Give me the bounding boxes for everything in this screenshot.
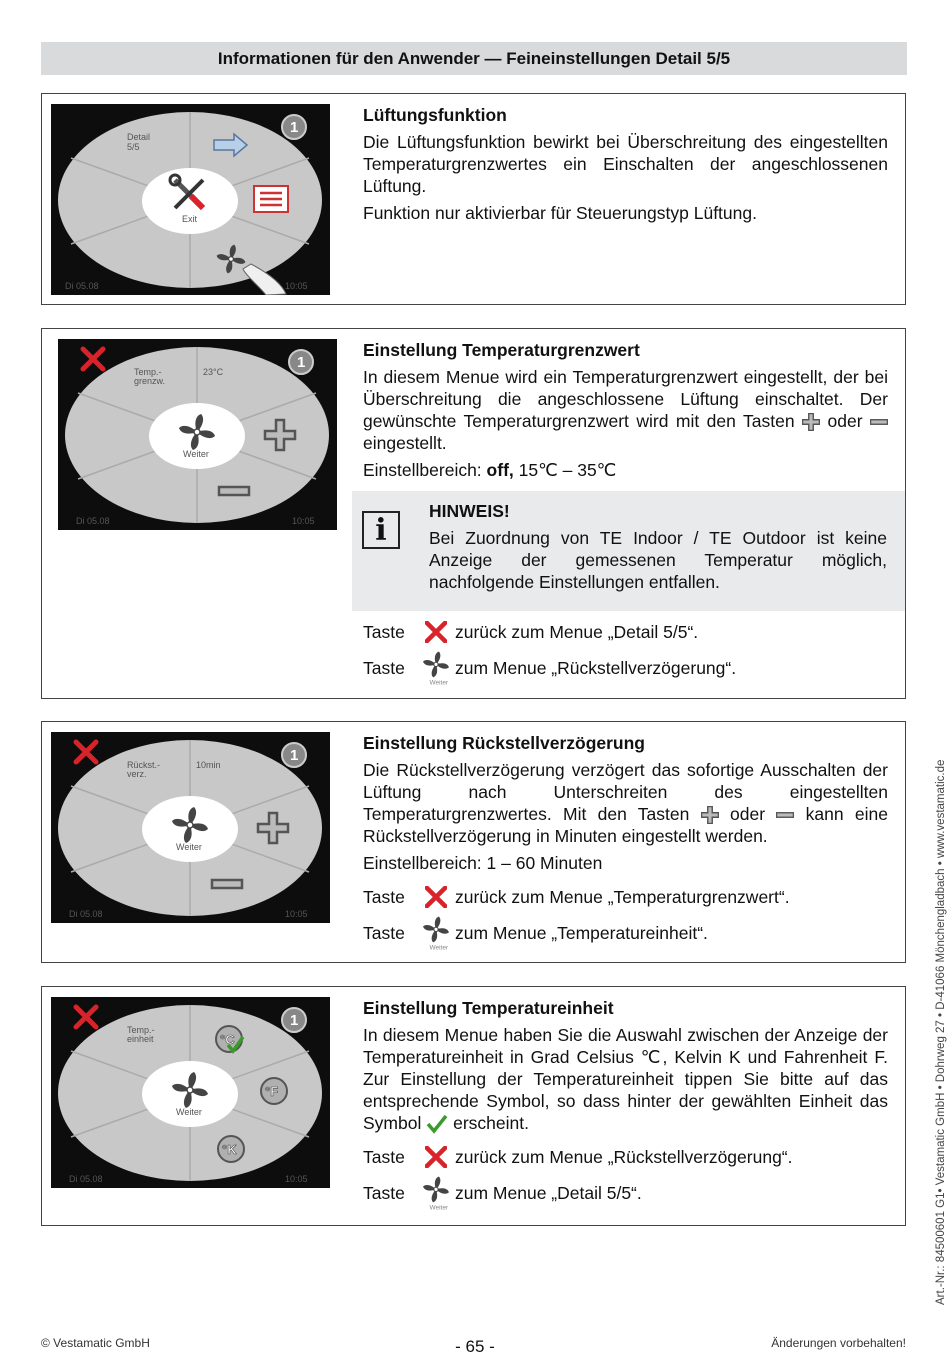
svg-text:Temp.-grenzw.: Temp.-grenzw. xyxy=(134,367,166,386)
close-icon xyxy=(425,886,447,908)
svg-text:°F: °F xyxy=(265,1084,279,1099)
plus-icon xyxy=(802,413,820,431)
info-icon: i xyxy=(362,511,400,549)
section-temperaturgrenzwert xyxy=(41,328,906,699)
svg-text:Weiter: Weiter xyxy=(429,1204,449,1212)
svg-text:Di 05.08: Di 05.08 xyxy=(76,516,110,526)
screen-detail xyxy=(51,104,330,295)
side-imprint: Art.-Nr.: 84500601 G1• Vestamatic GmbH • Dohrweg 27 • D-41066 Mönchengladbach • www.vestamatic.de xyxy=(935,759,947,1305)
badge-1-icon xyxy=(282,743,306,767)
close-icon xyxy=(425,621,447,643)
minus-icon[interactable] xyxy=(219,487,249,495)
section-rueckstellverzoegerung xyxy=(41,721,906,963)
section-text: Einstellung Rückstellverzögerung Die Rückstellverzögerung verzögert das sofortige Ausschalten der Lüftung nach Unterschreiten des eingestellten Temperaturgrenzwertes. Mit den Tasten oder kann eine Rückstellverzögerung in Minuten eingestellt werden. Einstellbereich: 1 – 60 Minuten Taste zurück zum Menue „Temperaturgrenzwert“. Taste Weiter zum Menue „Temperatureinheit“. xyxy=(363,733,888,951)
svg-text:1: 1 xyxy=(290,1012,299,1029)
fahrenheit-icon[interactable] xyxy=(261,1078,287,1104)
close-icon[interactable] xyxy=(83,349,103,369)
svg-text:Exit: Exit xyxy=(182,214,198,224)
section-text: Einstellung Temperatureinheit In diesem Menue haben Sie die Auswahl zwischen der Anzeige der Temperatureinheit in Grad Celsius ℃, Kelvin K und Fahrenheit F. Zur Einstellung der Temperatureinheit tippen Sie bitte auf das entsprechende Symbol, so dass hinter der gewählten Einheit das Symbol erscheint. Taste zurück zum Menue „Rückstellverzögerung“. Taste Weiter zum Menue „Detail 5/5“. xyxy=(363,998,888,1212)
fan-icon xyxy=(421,915,451,951)
screen-label: Detail 5/5 xyxy=(127,132,151,152)
footer-note: Änderungen vorbehalten! xyxy=(771,1336,906,1350)
svg-text:Weiter: Weiter xyxy=(429,944,449,951)
svg-text:1: 1 xyxy=(290,119,299,136)
section-title: Einstellung Rückstellverzögerung xyxy=(363,733,645,753)
svg-text:10:05: 10:05 xyxy=(285,1174,308,1184)
svg-text:Weiter: Weiter xyxy=(176,842,202,852)
svg-text:1: 1 xyxy=(297,354,306,371)
svg-text:Di 05.08: Di 05.08 xyxy=(65,281,99,291)
close-icon[interactable] xyxy=(76,742,96,762)
screen-rueckstellverzoegerung xyxy=(51,732,330,923)
svg-text:10:05: 10:05 xyxy=(285,909,308,919)
svg-text:Temp.-einheit: Temp.-einheit xyxy=(127,1025,155,1044)
svg-text:°C: °C xyxy=(220,1032,235,1047)
svg-text:10:05: 10:05 xyxy=(285,281,308,291)
svg-text:10min: 10min xyxy=(196,760,221,770)
badge-1-icon xyxy=(282,115,306,139)
svg-text:Weiter: Weiter xyxy=(176,1107,202,1117)
svg-text:Rückst.-verz.: Rückst.-verz. xyxy=(127,760,161,779)
svg-text:°K: °K xyxy=(222,1142,237,1157)
taste-row: Taste Weiter zum Menue „Temperatureinheit“. xyxy=(363,915,888,951)
minus-icon xyxy=(870,417,888,427)
screen-temperatureinheit xyxy=(51,997,330,1188)
screen-temperaturgrenzwert xyxy=(58,339,337,530)
section-title: Einstellung Temperatureinheit xyxy=(363,998,614,1018)
taste-row: Taste Weiter zum Menue „Detail 5/5“. xyxy=(363,1175,888,1211)
celsius-icon[interactable] xyxy=(216,1026,243,1052)
fan-icon xyxy=(421,650,451,686)
minus-icon[interactable] xyxy=(212,880,242,888)
checkmark-icon xyxy=(426,1114,448,1134)
heater-icon[interactable] xyxy=(254,186,288,212)
svg-text:Weiter: Weiter xyxy=(429,679,449,686)
close-icon xyxy=(425,1146,447,1168)
taste-row: Taste zurück zum Menue „Detail 5/5“. xyxy=(363,622,699,642)
fan-icon xyxy=(421,1175,451,1211)
svg-text:1: 1 xyxy=(290,747,299,764)
section-title: Lüftungsfunktion xyxy=(363,105,507,125)
section-lueftungsfunktion xyxy=(41,93,906,305)
page-number: - 65 - xyxy=(455,1337,495,1356)
svg-text:Weiter: Weiter xyxy=(183,449,209,459)
taste-list xyxy=(363,614,888,686)
svg-text:Di 05.08: Di 05.08 xyxy=(69,1174,103,1184)
taste-row: Taste zurück zum Menue „Rückstellverzögerung“. xyxy=(363,1147,793,1168)
svg-text:23°C: 23°C xyxy=(203,367,224,377)
svg-text:10:05: 10:05 xyxy=(292,516,315,526)
page-header: Informationen für den Anwender — Feineinstellungen Detail 5/5 xyxy=(41,42,907,75)
kelvin-icon[interactable] xyxy=(218,1136,244,1162)
section-temperatureinheit xyxy=(41,986,906,1226)
taste-row: Taste Weiter zum Menue „Rückstellverzögerung“. xyxy=(363,650,888,686)
minus-icon xyxy=(776,810,794,820)
svg-text:Di 05.08: Di 05.08 xyxy=(69,909,103,919)
hint-box: i HINWEIS! Bei Zuordnung von TE Indoor / TE Outdoor ist keine Anzeige der gemessenen Temperatur möglich, nachfolgende Einstellungen entfallen. xyxy=(352,491,905,611)
section-text: Lüftungsfunktion Die Lüftungsfunktion bewirkt bei Überschreitung des eingestellten Temperaturgrenzwertes ein Einschalten der angeschlossenen Lüftung. Funktion nur aktivierbar für Steuerungstyp Lüftung. xyxy=(363,105,888,223)
section-text: Einstellung Temperaturgrenzwert In diesem Menue wird ein Temperaturgrenzwert eingestellt, der bei Überschreitung die angeschlossene Lüftung einschaltet. Der gewünschte Temperaturgrenzwert wird mit den Tasten oder eingestellt. Einstellbereich: off, 15℃ – 35℃ xyxy=(363,340,888,480)
close-icon[interactable] xyxy=(76,1007,96,1027)
badge-1-icon xyxy=(289,350,313,374)
footer-copyright: © Vestamatic GmbH xyxy=(41,1336,150,1350)
badge-1-icon xyxy=(282,1008,306,1032)
taste-row: Taste zurück zum Menue „Temperaturgrenzwert“. xyxy=(363,887,790,907)
section-title: Einstellung Temperaturgrenzwert xyxy=(363,340,640,360)
plus-icon xyxy=(701,806,719,824)
